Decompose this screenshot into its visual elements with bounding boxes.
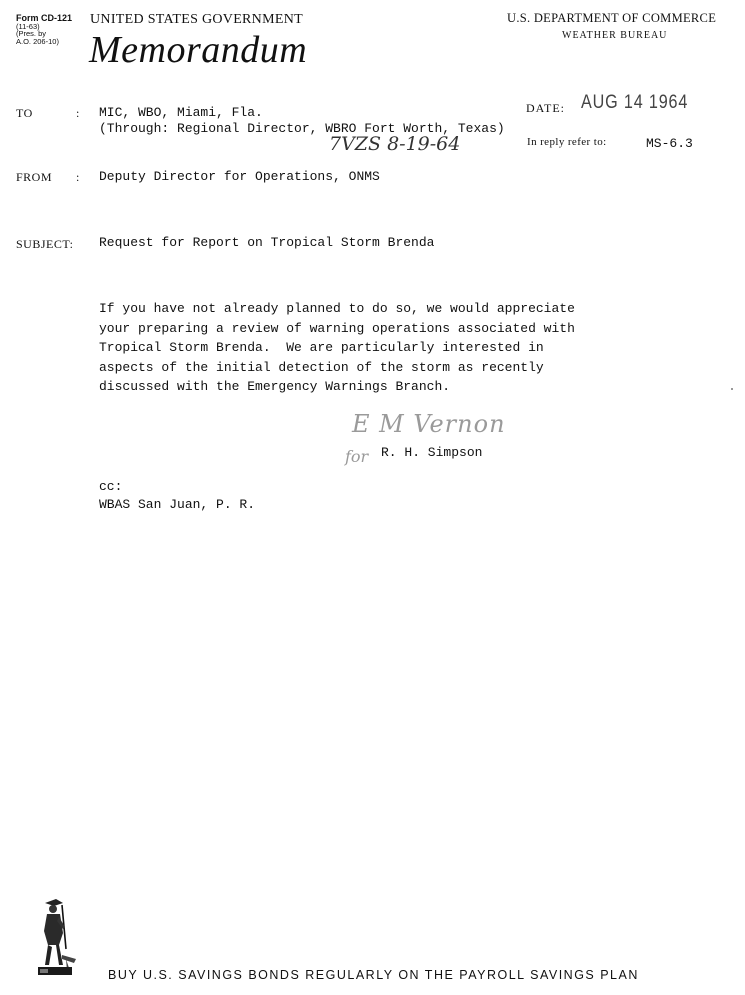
department-heading: U.S. DEPARTMENT OF COMMERCE xyxy=(507,11,717,25)
handwritten-signature: E M Vernon xyxy=(352,410,506,438)
form-number: Form CD-121 xyxy=(16,13,73,23)
subject-label: SUBJECT: xyxy=(16,237,74,251)
from-label: FROM xyxy=(16,170,53,184)
handwritten-routing-note: 7VZS 8-19-64 xyxy=(329,133,461,155)
memo-body xyxy=(99,299,575,397)
body-line-5: discussed with the Emergency Warnings Branch. xyxy=(99,379,451,394)
from-colon: : xyxy=(76,170,80,184)
subject-value: Request for Report on Tropical Storm Brenda xyxy=(99,235,435,250)
body-line-4: aspects of the initial detection of the storm as recently xyxy=(99,359,544,375)
reply-reference-value: MS-6.3 xyxy=(646,136,693,151)
form-line-3: A.O. 206-10) xyxy=(16,36,59,46)
government-heading: UNITED STATES GOVERNMENT xyxy=(90,12,303,27)
to-colon: : xyxy=(76,106,80,120)
body-line-3: Tropical Storm Brenda. We are particularly interested in xyxy=(99,340,544,355)
to-label: TO xyxy=(16,106,33,120)
bureau-heading: WEATHER BUREAU xyxy=(562,30,668,41)
margin-mark xyxy=(731,388,733,390)
cc-label: cc: xyxy=(99,479,123,494)
from-value: Deputy Director for Operations, ONMS xyxy=(99,169,380,184)
body-line-2: your preparing a review of warning operations associated with xyxy=(99,320,575,336)
to-line-2: (Through: Regional Director, WBRO Fort Worth, Texas) xyxy=(99,121,505,136)
savings-bonds-footer: BUY U.S. SAVINGS BONDS REGULARLY ON THE PAYROLL SAVINGS PLAN xyxy=(108,968,639,982)
form-line-2: (Pres. by xyxy=(16,29,47,38)
handwritten-for-mark: for xyxy=(345,447,369,466)
reply-reference-label: In reply refer to: xyxy=(527,136,607,148)
form-line-1: (11-63) xyxy=(16,21,40,31)
form-identifier xyxy=(16,15,72,45)
date-stamp: AUG 14 1964 xyxy=(581,92,689,113)
to-line-1: MIC, WBO, Miami, Fla. xyxy=(99,105,263,120)
memorandum-title: Memorandum xyxy=(89,29,308,71)
typed-signature-name: R. H. Simpson xyxy=(381,445,483,460)
minuteman-statue-icon xyxy=(32,897,78,982)
date-label: DATE: xyxy=(526,101,565,115)
cc-recipient: WBAS San Juan, P. R. xyxy=(99,497,256,512)
body-line-1: If you have not already planned to do so, we would appreciate xyxy=(99,301,575,316)
